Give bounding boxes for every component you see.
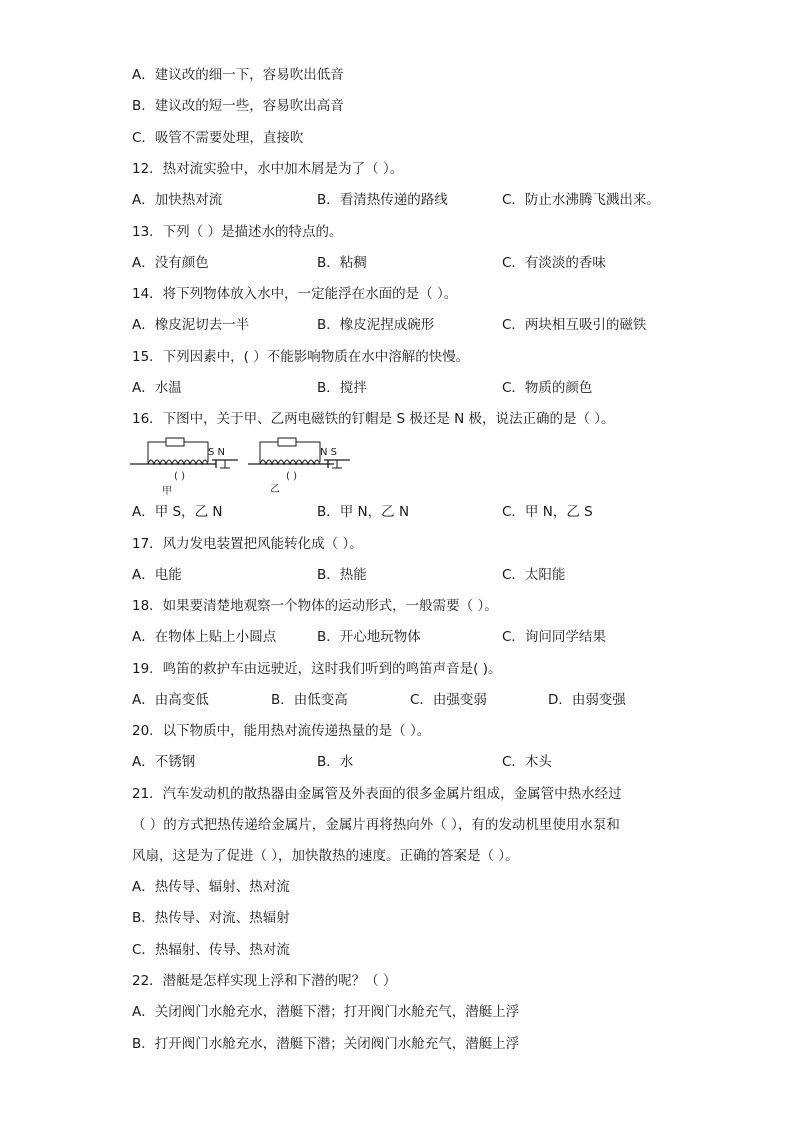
jia-label: 甲 [162, 486, 172, 497]
q11-option-c: C．吸管不需要处理，直接吹 [132, 130, 304, 146]
q20-option-c: C．木头 [502, 754, 552, 770]
q21-option-c: C．热辐射、传导、热对流 [132, 942, 290, 958]
q16-option-c: C．甲 N，乙 S [502, 504, 593, 520]
q17-stem: 17．风力发电装置把风能转化成（ ）。 [132, 536, 363, 552]
q13-options [0, 252, 794, 274]
q20-stem: 20．以下物质中，能用热对流传递热量的是（ ）。 [132, 723, 431, 739]
q12-option-c: C．防止水沸腾飞溅出来。 [502, 192, 660, 208]
q22-option-a: A．关闭阀门水舱充水，潜艇下潜；打开阀门水舱充气，潜艇上浮 [132, 1004, 520, 1020]
q17-options [0, 564, 794, 586]
q12-options [0, 189, 794, 211]
q20-option-b: B．水 [317, 754, 354, 770]
yi-answer-blank: ( ) [286, 471, 297, 482]
jia-pole-labels: S N [208, 447, 226, 458]
q12-option-b: B．看清热传递的路线 [317, 192, 448, 208]
q19-options [0, 689, 794, 711]
q15-option-b: B．搅拌 [317, 380, 367, 396]
q14-stem: 14．将下列物体放入水中，一定能浮在水面的是（ ）。 [132, 286, 458, 302]
resistor-icon [278, 438, 296, 446]
resistor-icon [166, 438, 184, 446]
q16-options [0, 501, 794, 523]
electromagnet-jia [130, 438, 238, 497]
q19-option-c: C．由强变弱 [410, 692, 487, 708]
q19-stem: 19．鸣笛的救护车由远驶近，这时我们听到的鸣笛声音是( )。 [132, 661, 502, 677]
q15-stem: 15．下列因素中，( ）不能影响物质在水中溶解的快慢。 [132, 349, 470, 365]
q17-option-a: A．电能 [132, 567, 182, 583]
q11-option-a: A．建议改的细一下，容易吹出低音 [132, 67, 344, 83]
q11-option-b: B．建议改的短一些，容易吹出高音 [132, 98, 344, 114]
q18-option-b: B．开心地玩物体 [317, 629, 421, 645]
q12-stem: 12．热对流实验中，水中加木屑是为了（ ）。 [132, 161, 404, 177]
q21-stem-line-1: 21．汽车发动机的散热器由金属管及外表面的很多金属片组成，金属管中热水经过 [132, 786, 622, 802]
q16-stem: 16．下图中，关于甲、乙两电磁铁的钉帽是 S 极还是 N 极，说法正确的是（ ）。 [132, 411, 615, 427]
q15-option-c: C．物质的颜色 [502, 380, 593, 396]
q13-stem: 13．下列（ ）是描述水的特点的。 [132, 224, 343, 240]
q18-option-a: A．在物体上贴上小圆点 [132, 629, 277, 645]
q19-option-d: D．由弱变强 [548, 692, 626, 708]
q17-option-c: C．太阳能 [502, 567, 566, 583]
q15-option-a: A．水温 [132, 380, 182, 396]
q19-option-b: B．由低变高 [271, 692, 348, 708]
q13-option-a: A．没有颜色 [132, 255, 209, 271]
q21-option-a: A．热传导、辐射、热对流 [132, 879, 290, 895]
q14-option-a: A．橡皮泥切去一半 [132, 317, 250, 333]
q16-option-b: B．甲 N，乙 N [317, 504, 410, 520]
q18-options [0, 626, 794, 648]
q21-option-b: B．热传导、对流、热辐射 [132, 910, 290, 926]
q22-option-b: B．打开阀门水舱充水，潜艇下潜；关闭阀门水舱充气，潜艇上浮 [132, 1036, 520, 1052]
q16-option-a: A．甲 S，乙 N [132, 504, 223, 520]
electromagnet-diagram [126, 434, 386, 498]
q17-option-b: B．热能 [317, 567, 367, 583]
q20-options [0, 751, 794, 773]
q14-option-b: B．橡皮泥捏成碗形 [317, 317, 435, 333]
electromagnet-yi [248, 438, 350, 495]
q14-option-c: C．两块相互吸引的磁铁 [502, 317, 647, 333]
q18-stem: 18．如果要清楚地观察一个物体的运动形式，一般需要（ ）。 [132, 598, 498, 614]
q13-option-c: C．有淡淡的香味 [502, 255, 606, 271]
q22-stem: 22．潜艇是怎样实现上浮和下潜的呢？（ ） [132, 973, 397, 989]
yi-label: 乙 [270, 484, 280, 495]
q12-option-a: A．加快热对流 [132, 192, 223, 208]
jia-answer-blank: ( ) [174, 471, 185, 482]
q20-option-a: A．不锈钢 [132, 754, 196, 770]
q13-option-b: B．粘稠 [317, 255, 367, 271]
q19-option-a: A．由高变低 [132, 692, 209, 708]
q18-option-c: C．询问同学结果 [502, 629, 606, 645]
q21-stem-line-2: （ ）的方式把热传递给金属片，金属片再将热向外（ ），有的发动机里使用水泵和 [132, 817, 620, 833]
q21-stem-line-3: 风扇，这是为了促进（ ），加快散热的速度。正确的答案是（ ）。 [132, 848, 519, 864]
q15-options [0, 377, 794, 399]
q14-options [0, 314, 794, 336]
yi-pole-labels: N S [320, 447, 338, 458]
